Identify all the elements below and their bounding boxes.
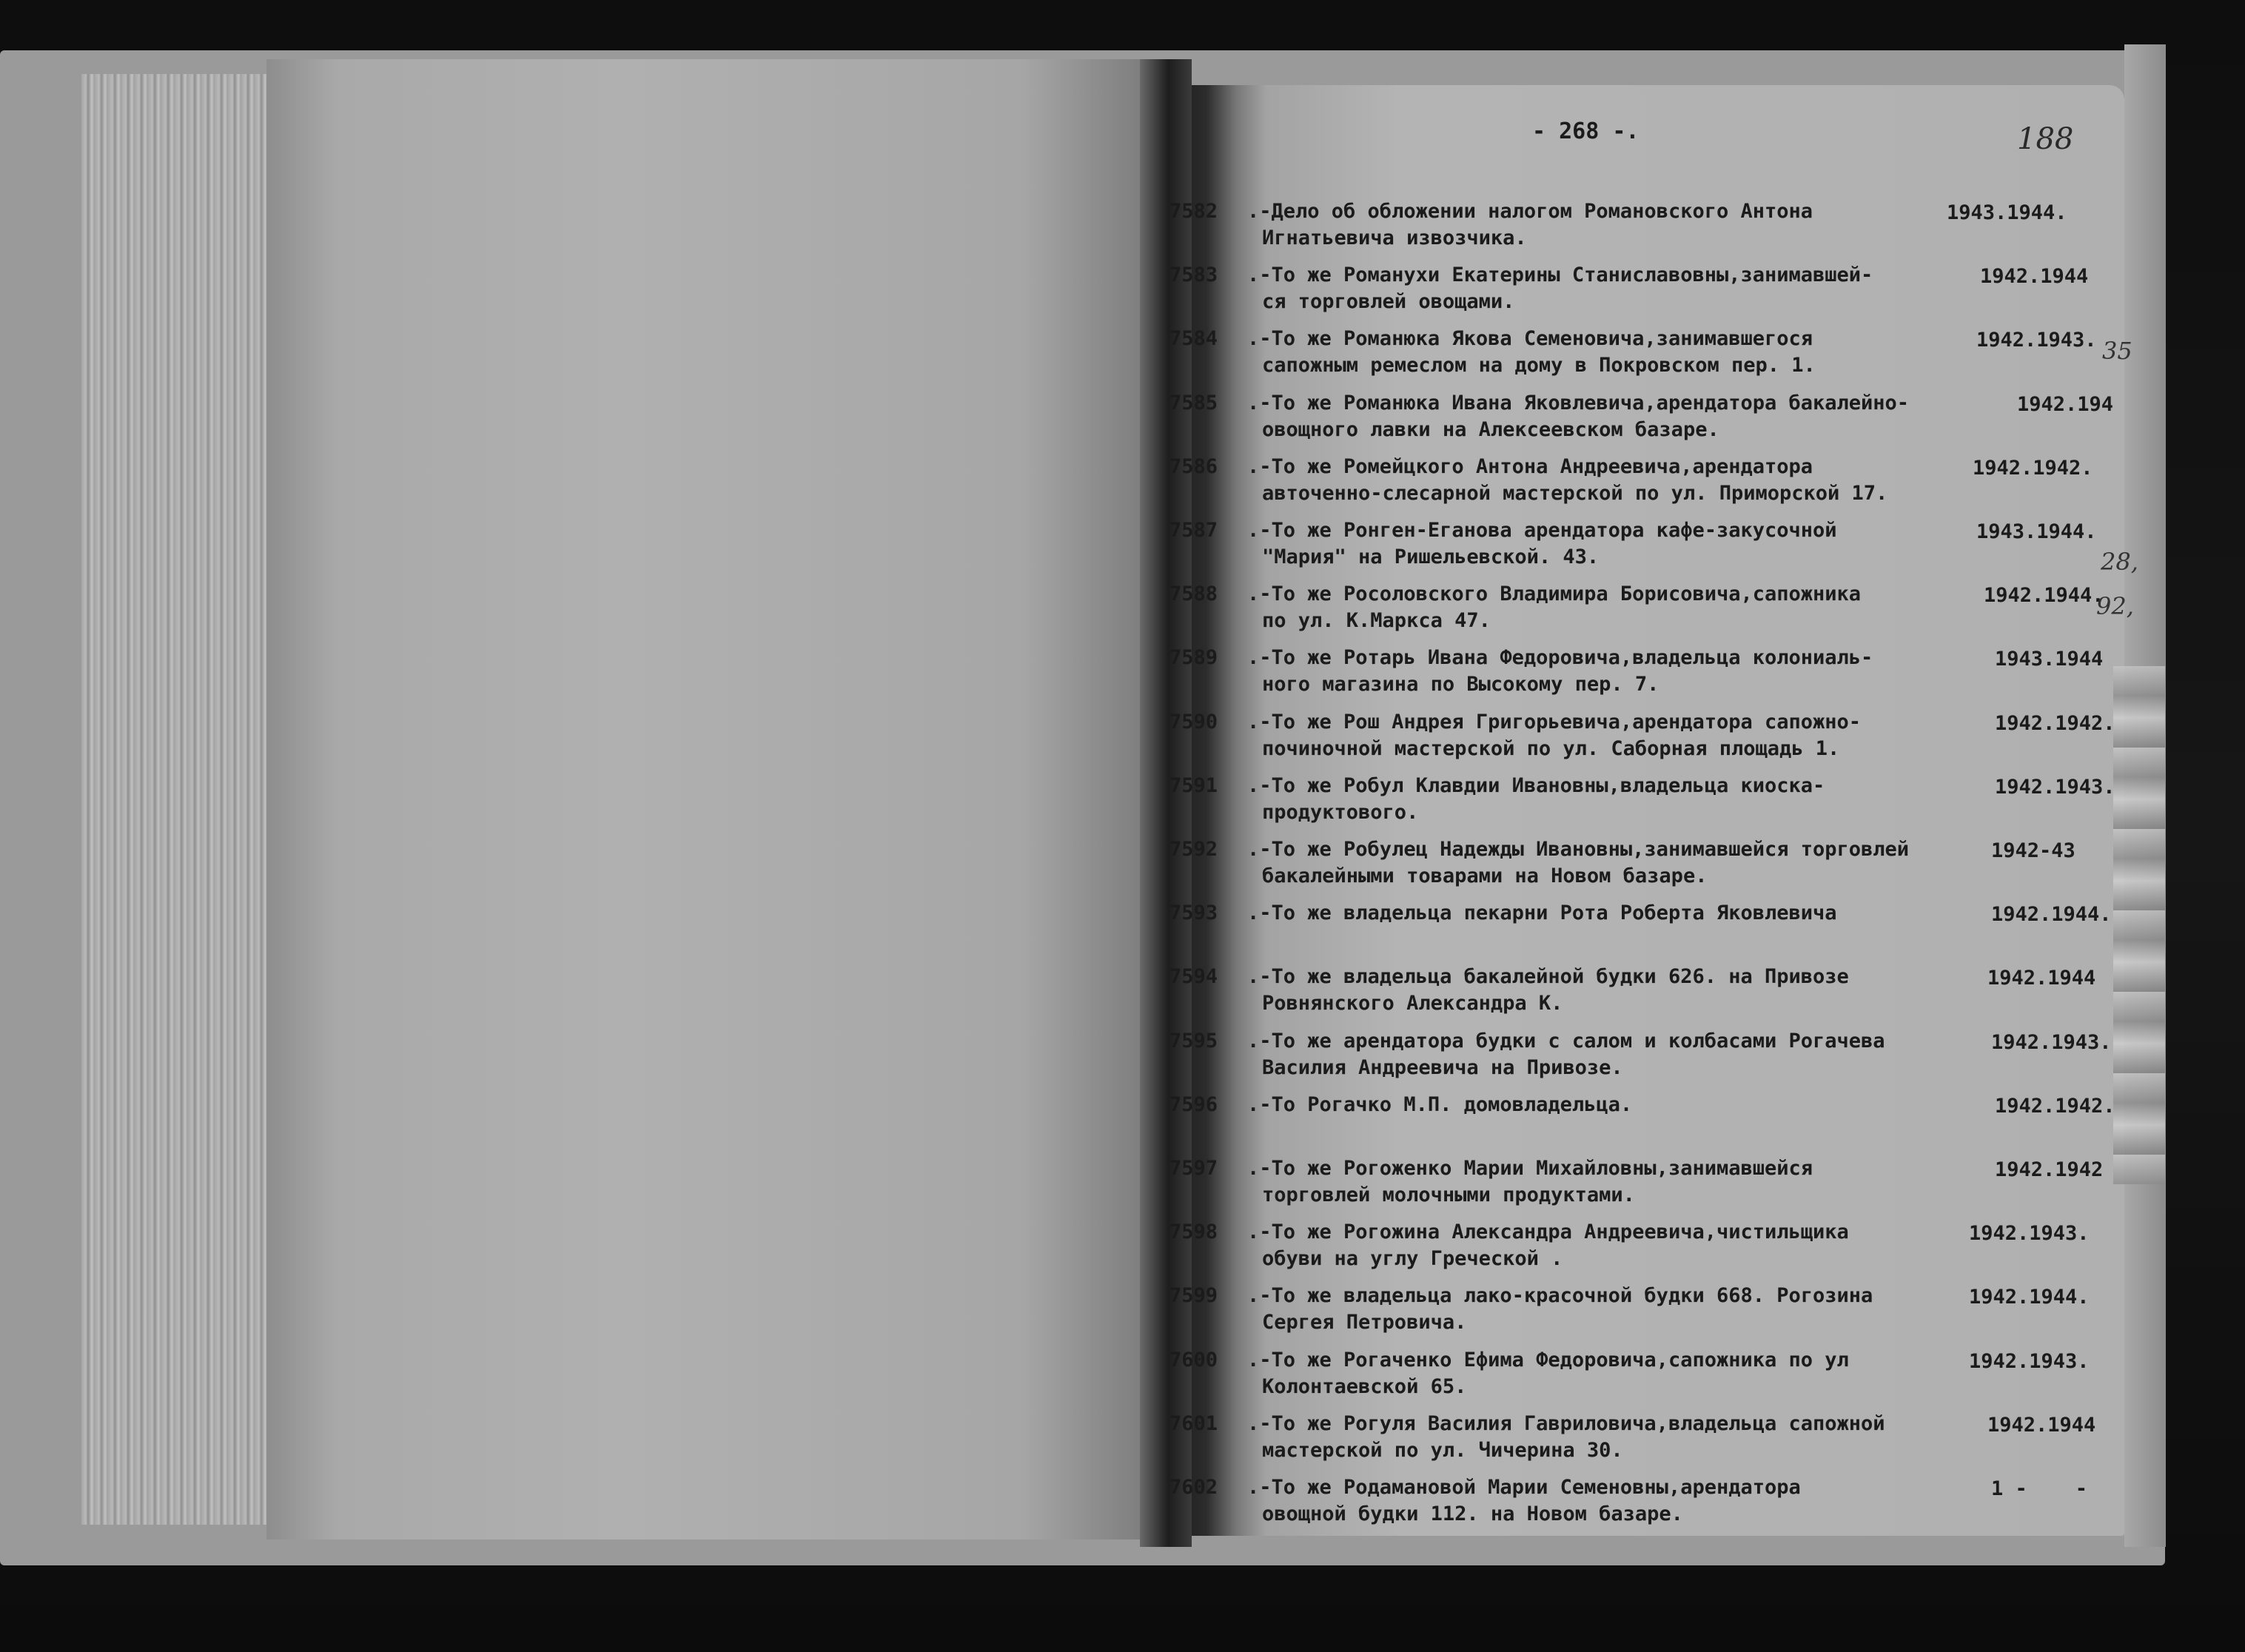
entry-number: 7594 <box>1170 965 1218 989</box>
entry-text-line2: торговлей молочными продуктами. <box>1262 1183 1635 1206</box>
entry-text-line2: починочной мастерской по ул. Саборная площадь 1. <box>1262 736 1840 760</box>
entry-text-line2: "Мария" на Ришельевской. 43. <box>1262 545 1600 568</box>
entry-number: 7588 <box>1170 582 1218 606</box>
list-item <box>1170 1030 2132 1093</box>
list-item <box>1170 1412 2132 1476</box>
entry-years: 1942.1943. <box>1969 1222 2090 1246</box>
entry-number: 7598 <box>1170 1220 1218 1244</box>
entry-years: 1942.1943. <box>1991 1030 2112 1054</box>
margin-note: 28, <box>2101 548 2138 576</box>
entry-text-line2: бакалейными товарами на Новом базаре. <box>1262 864 1708 887</box>
entry-years: 1943.1944. <box>1947 201 2067 224</box>
entry-text-line1: .-Дело об обложении налогом Романовского Антона <box>1247 200 1813 223</box>
list-item <box>1170 965 2132 1029</box>
entry-text-line1: .-То же Рогуля Василия Гавриловича,владельца сапожной <box>1247 1411 1885 1435</box>
entry-years: 1942.1944 <box>1987 1413 2096 1437</box>
list-item <box>1170 392 2132 455</box>
entry-text-line1: .-То же владельца пекарни Рота Роберта Яковлевича <box>1247 901 1837 925</box>
entry-text-line1: .-То же Робулец Надежды Ивановны,занимавшейся торговлей <box>1247 838 1910 861</box>
entry-text-line1: .-То же владельца лако-красочной будки 668. Рогозина <box>1247 1284 1873 1308</box>
entry-text-line2: Сергея Петровича. <box>1262 1311 1467 1334</box>
entry-years: 1942.1944. <box>1984 584 2104 608</box>
list-item <box>1170 1093 2132 1157</box>
entry-text-line1: .-То же Ротарь Ивана Федоровича,владельца колониаль- <box>1247 646 1873 670</box>
list-item <box>1170 263 2132 327</box>
entry-text-line2: обуви на углу Греческой . <box>1262 1247 1563 1271</box>
entry-years: 1942.1943. <box>1976 329 2097 352</box>
entry-text-line2: овощной будки 112. на Новом базаре. <box>1262 1502 1683 1525</box>
list-item <box>1170 200 2132 263</box>
entry-number: 7589 <box>1170 646 1218 670</box>
list-item <box>1170 1220 2132 1284</box>
entry-years: 1942.1944. <box>1969 1286 2090 1309</box>
entry-years: 1943.1944 <box>1995 648 2104 671</box>
page-number: - 268 -. <box>1532 118 1640 144</box>
entry-years: 1942.194 <box>2017 392 2114 416</box>
entry-years: 1942-43 <box>1991 839 2075 862</box>
list-item <box>1170 327 2132 391</box>
list-item <box>1170 519 2132 582</box>
list-item <box>1170 774 2132 838</box>
entry-text-line1: .-То же Робул Клавдии Ивановны,владельца киоска- <box>1247 773 1825 797</box>
entry-text-line1: .-То же Ронген-Еганова арендатора кафе-закусочной <box>1247 519 1837 542</box>
entry-text-line2: овощного лавки на Алексеевском базаре. <box>1262 417 1719 441</box>
list-item <box>1170 1284 2132 1348</box>
entry-number: 7600 <box>1170 1348 1218 1371</box>
entry-text-line2: Игнатьевича извозчика. <box>1262 226 1527 249</box>
blank-left-page <box>266 59 1155 1539</box>
entry-years: 1942.1942. <box>1995 711 2115 735</box>
entry-text-line1: .-То же арендатора будки с салом и колбасами Рогачева <box>1247 1029 1885 1052</box>
list-item <box>1170 455 2132 519</box>
entry-number: 7586 <box>1170 454 1218 478</box>
entry-text-line2: Ровнянского Александра К. <box>1262 992 1563 1015</box>
entry-text-line2: сапожным ремеслом на дому в Покровском пер. 1. <box>1262 354 1816 377</box>
entry-years: 1942.1942 <box>1995 1158 2104 1181</box>
entry-number: 7599 <box>1170 1284 1218 1308</box>
entry-number: 7602 <box>1170 1476 1218 1499</box>
entry-number: 7583 <box>1170 263 1218 287</box>
entry-text-line2: ся торговлей овощами. <box>1262 290 1515 314</box>
entry-text-line2: продуктового. <box>1262 800 1419 824</box>
entry-text-line2: Колонтаевской 65. <box>1262 1374 1467 1398</box>
entry-text-line1: .-То Рогачко М.П. домовладельца. <box>1247 1092 1633 1116</box>
entry-number: 7582 <box>1170 200 1218 223</box>
entry-number: 7595 <box>1170 1029 1218 1052</box>
entry-text-line1: .-То же Рош Андрея Григорьевича,арендатора сапожно- <box>1247 710 1862 733</box>
entry-years: 1943.1944. <box>1976 520 2097 543</box>
entry-number: 7591 <box>1170 773 1218 797</box>
entry-years: 1942.1944. <box>1991 903 2112 927</box>
entry-number: 7584 <box>1170 327 1218 351</box>
entry-number: 7585 <box>1170 391 1218 414</box>
entry-text-line1: .-То же Ромейцкого Антона Андреевича,арендатора <box>1247 454 1813 478</box>
entry-years: 1942.1943. <box>1969 1349 2090 1373</box>
handwritten-page-number: 188 <box>2017 122 2074 156</box>
entry-years: 1942.1942. <box>1973 456 2093 480</box>
entry-text-line1: .-То же владельца бакалейной будки 626. на Привозе <box>1247 965 1849 989</box>
entry-years: 1942.1944 <box>1987 967 2096 990</box>
entry-number: 7597 <box>1170 1157 1218 1180</box>
entry-number: 7593 <box>1170 901 1218 925</box>
list-item <box>1170 646 2132 710</box>
margin-note: 92, <box>2096 592 2134 620</box>
entry-years: 1942.1944 <box>1980 265 2089 289</box>
list-item <box>1170 901 2132 965</box>
list-item <box>1170 1476 2132 1539</box>
entry-text-line2: Василия Андреевича на Привозе. <box>1262 1055 1623 1079</box>
entry-text-line1: .-То же Росоловского Владимира Борисовича,сапожника <box>1247 582 1862 606</box>
entry-years: 1942.1943. <box>1995 775 2115 799</box>
entry-years: 1942.1942. <box>1995 1094 2115 1118</box>
entry-text-line1: .-То же Романюка Якова Семеновича,занимавшегося <box>1247 327 1813 351</box>
entry-text-line1: .-То же Романюка Ивана Яковлевича,арендатора бакалейно- <box>1247 391 1910 414</box>
entry-number: 7587 <box>1170 519 1218 542</box>
entry-text-line2: мастерской по ул. Чичерина 30. <box>1262 1438 1623 1462</box>
entry-years: 1 - - <box>1991 1477 2088 1500</box>
entry-text-line1: .-То же Рогоженко Марии Михайловны,занимавшейся <box>1247 1157 1813 1180</box>
entry-text-line2: ного магазина по Высокому пер. 7. <box>1262 673 1660 696</box>
entry-text-line2: по ул. К.Маркса 47. <box>1262 609 1491 633</box>
entry-number: 7601 <box>1170 1411 1218 1435</box>
list-item <box>1170 582 2132 646</box>
list-item <box>1170 838 2132 901</box>
list-item <box>1170 1349 2132 1412</box>
entry-number: 7596 <box>1170 1092 1218 1116</box>
margin-note: 35 <box>2102 337 2132 365</box>
list-item <box>1170 1157 2132 1220</box>
list-item <box>1170 711 2132 774</box>
entry-number: 7592 <box>1170 838 1218 861</box>
entry-text-line1: .-То же Рогожина Александра Андреевича,чистильщика <box>1247 1220 1849 1244</box>
entry-text-line1: .-То же Романухи Екатерины Станиславовны,занимавшей- <box>1247 263 1873 287</box>
entry-text-line2: авточенно-слесарной мастерской по ул. Приморской 17. <box>1262 481 1888 505</box>
entry-text-line1: .-То же Рогаченко Ефима Федоровича,сапожника по ул <box>1247 1348 1849 1371</box>
entry-text-line1: .-То же Родамановой Марии Семеновны,арендатора <box>1247 1476 1801 1499</box>
entry-number: 7590 <box>1170 710 1218 733</box>
